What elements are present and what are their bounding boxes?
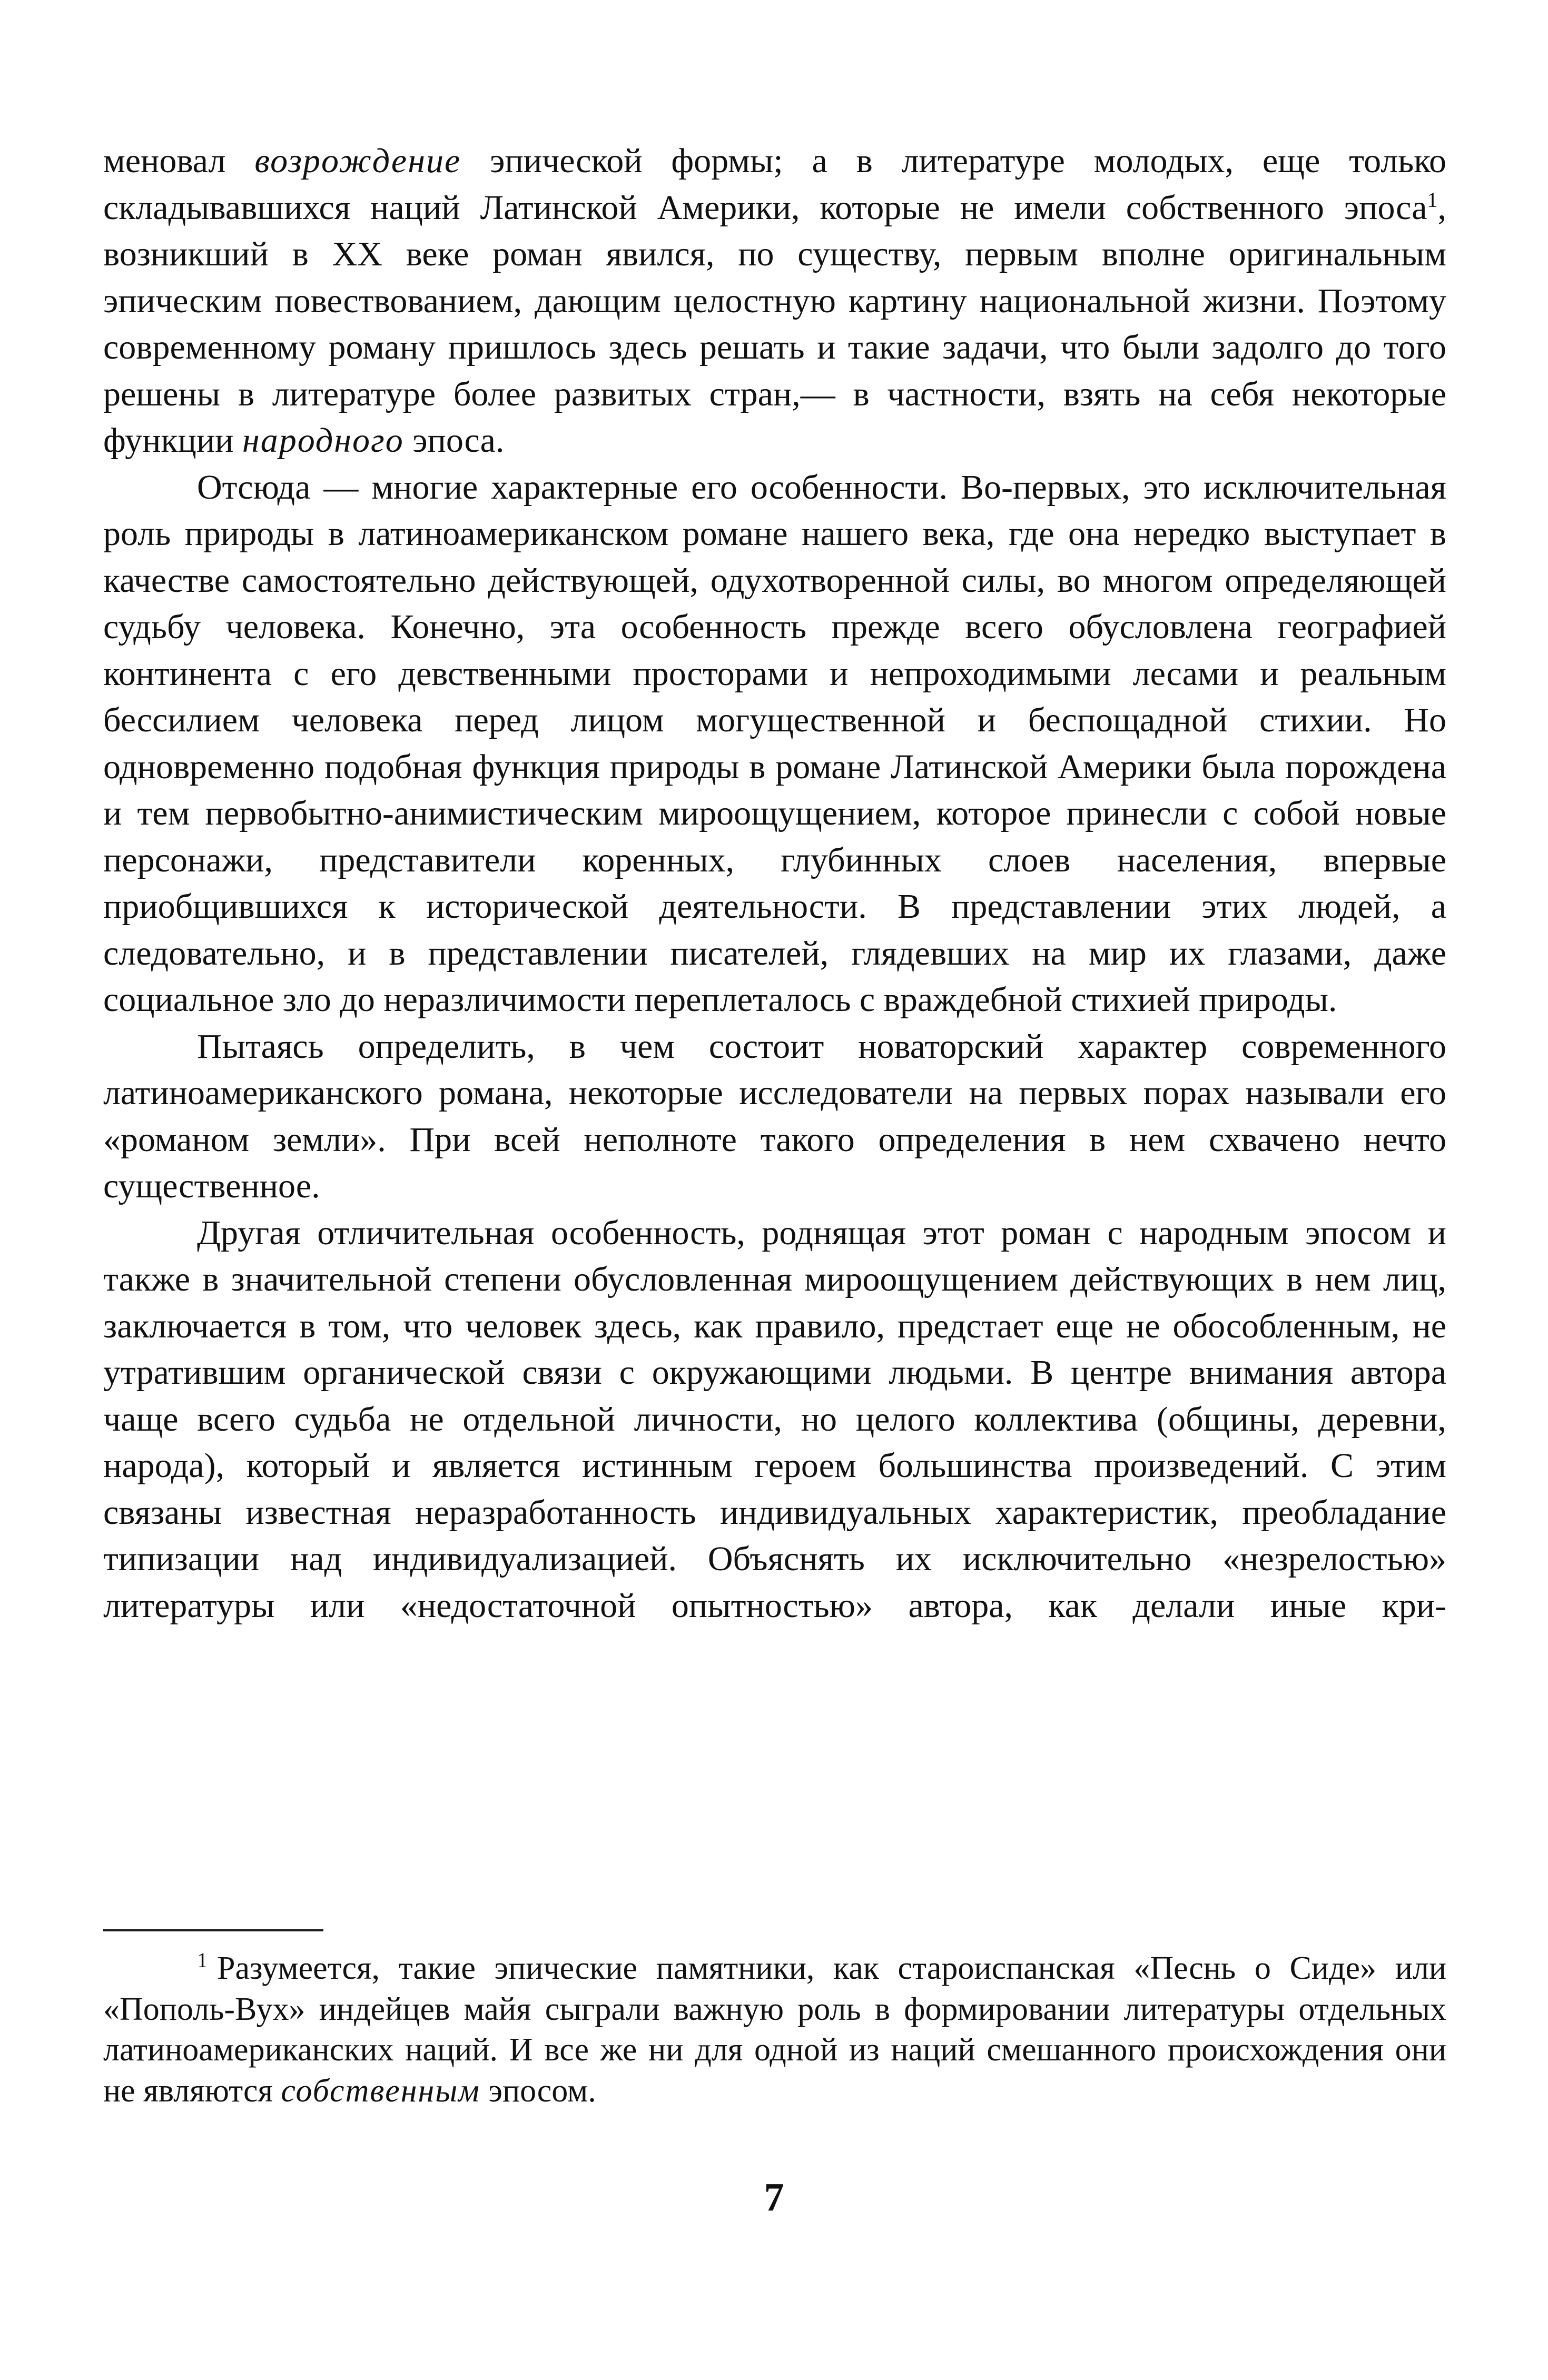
footnote-separator-rule [103, 1929, 323, 1931]
p2-seg-0: Отсюда — многие характерные его особенности. Во-первых, это исключительная роль природы в латиноамериканском романе нашего века, где она нередко выступает в качестве самостоятельно действующей, одухотворенной силы, во многом определяющей судьбу человека. Конечно, эта особенность прежде всего обусловлена географией континента с его девственными просторами и непроходимыми лесами и реальным бессилием человека перед лицом могущественной и беспощадной стихии. Но одновременно подобная функция природы в романе Латинской Америки была порождена и тем первобытно-анимистическим мироощущением, которое принесли с собой новые персонажи, представители коренных, глубинных слоев населения, впервые приобщившихся к исторической деятельности. В представлении этих людей, а следовательно, и в представлении писателей, глядевших на мир их глазами, даже социальное зло до неразличимости переплеталось с враждебной стихией природы. [103, 468, 1446, 1019]
footnote-reference-1: 1 [1427, 187, 1438, 212]
p1-seg-6: эпоса. [403, 421, 505, 460]
p1-seg-0: меновал [103, 142, 255, 180]
p3-seg-0: Пытаясь определить, в чем состоит новаторский характер современного латиноамериканского романа, некоторые исследователи на первых порах называли его «романом земли». При всей неполноте такого определения в нем схвачено нечто существенное. [103, 1027, 1446, 1205]
footnote-emphasis-sobstvennym: собственным [281, 2072, 480, 2109]
p4-seg-0: Другая отличительная особенность, роднящая этот роман с народным эпосом и также в значительной степени обусловленная мироощущением действующих в нем лиц, заключается в том, что человек здесь, как правило, предстает еще не обособленным, не утратившим органической связи с окружающими людьми. В центре внимания автора чаще всего судьба не отдельной личности, но целого коллектива (общины, деревни, народа), который и является истинным героем большинства произведений. С этим связаны известная неразработанность индивидуальных характеристик, преобладание типизации над индивидуализацией. Объяснять их исключительно «незрелостью» литературы или «недостаточной опытностью» автора, как делали иные кри- [103, 1213, 1446, 1625]
main-text-block [103, 138, 1446, 1629]
p1-seg-2: эпической формы; а в литературе молодых, еще только складывавшихся наций Латинской Америки, которые не имели собственного эпоса [103, 142, 1446, 227]
paragraph-4 [103, 1210, 1446, 1630]
p1-emphasis-narodnogo: народного [242, 421, 404, 460]
page-number: 7 [764, 2175, 784, 2219]
p1-seg-4: , возникший в XX веке роман явился, по существу, первым вполне оригинальным эпическим повествованием, дающим целостную картину национальной жизни. Поэтому современному роману пришлось здесь решать и такие задачи, что были задолго до того решены в литературе более развитых стран,— в частности, взять на себя некоторые функции [103, 188, 1446, 460]
p1-emphasis-vozrozhdenie: возрождение [254, 142, 461, 180]
footnote-seg-2: эпосом. [480, 2072, 596, 2109]
footnote-marker: 1 [197, 1948, 208, 1972]
paragraph-2 [103, 464, 1446, 1024]
paragraph-3 [103, 1024, 1446, 1210]
paragraph-1 [103, 138, 1446, 464]
footnote-1 [103, 1948, 1446, 2111]
footnote-seg-0: Разумеется, такие эпические памятники, как староиспанская «Песнь о Сиде» или «Пополь-Вух» индейцев майя сыграли важную роль в формировании литературы отдельных латиноамериканских наций. И все же ни для одной из наций смешанного происхождения они не являются [103, 1950, 1446, 2109]
